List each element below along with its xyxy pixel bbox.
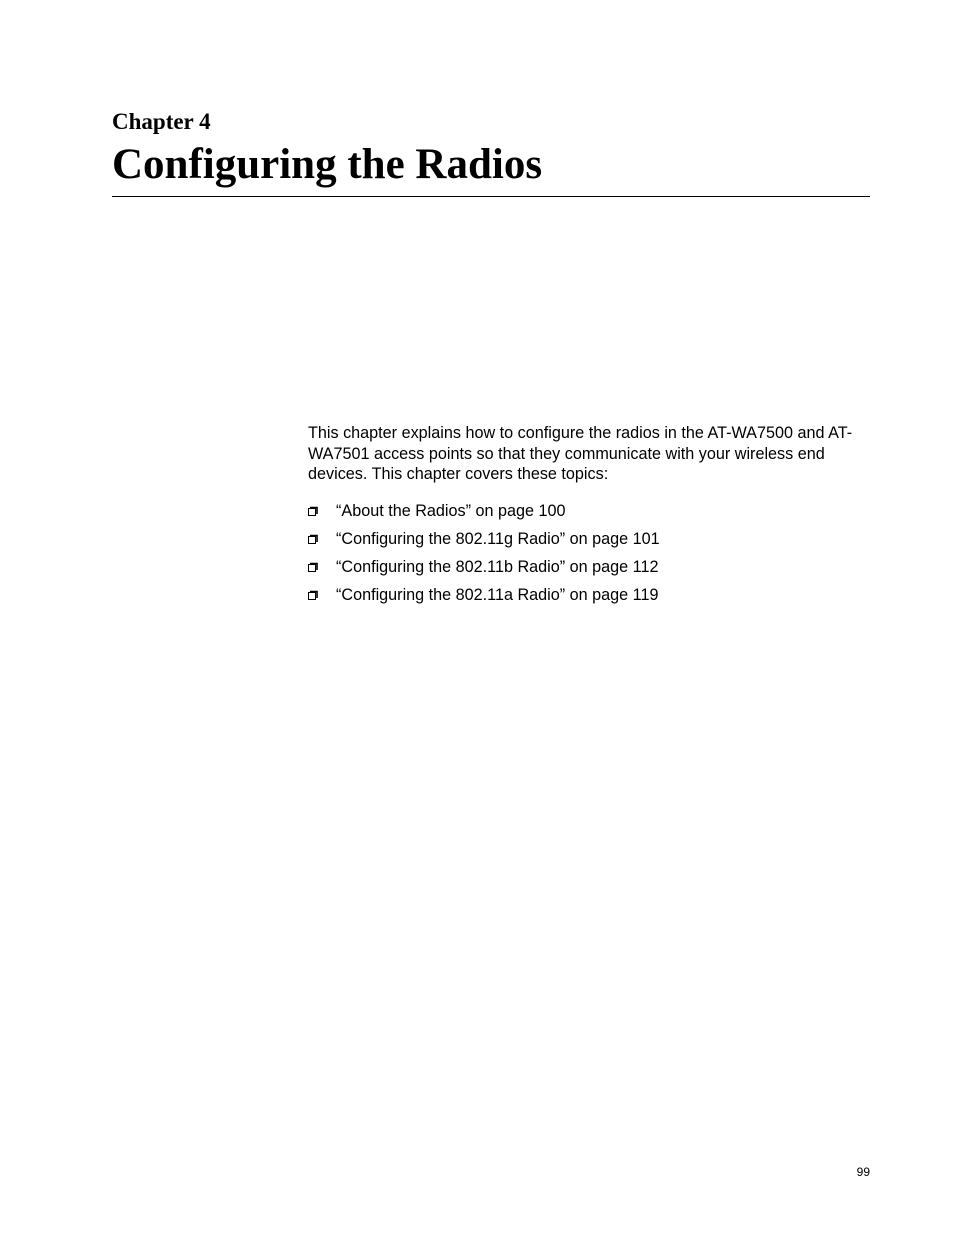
- title-rule: [112, 196, 870, 197]
- chapter-label: Chapter 4: [112, 109, 211, 134]
- topic-link-about-radios[interactable]: “About the Radios” on page 100: [336, 502, 566, 520]
- checkbox-bullet-icon: [308, 527, 336, 551]
- checkbox-bullet-icon: [308, 583, 336, 607]
- list-item: [308, 583, 870, 611]
- chapter-title: Configuring the Radios: [112, 141, 543, 188]
- intro-paragraph: This chapter explains how to configure the radios in the AT-WA7500 and AT-WA7501 access points so that they communicate with your wireless end devices. This chapter covers these topics:: [308, 424, 853, 483]
- page-number: 99: [856, 1165, 870, 1179]
- list-item: [308, 527, 870, 555]
- topic-list: [308, 499, 870, 611]
- topic-link-802-11b[interactable]: “Configuring the 802.11b Radio” on page 112: [336, 558, 659, 576]
- topic-link-802-11a[interactable]: “Configuring the 802.11a Radio” on page 119: [336, 586, 659, 604]
- checkbox-bullet-icon: [308, 499, 336, 523]
- list-item: [308, 555, 870, 583]
- checkbox-bullet-icon: [308, 555, 336, 579]
- topic-link-802-11g[interactable]: “Configuring the 802.11g Radio” on page 101: [336, 530, 660, 548]
- list-item: [308, 499, 870, 527]
